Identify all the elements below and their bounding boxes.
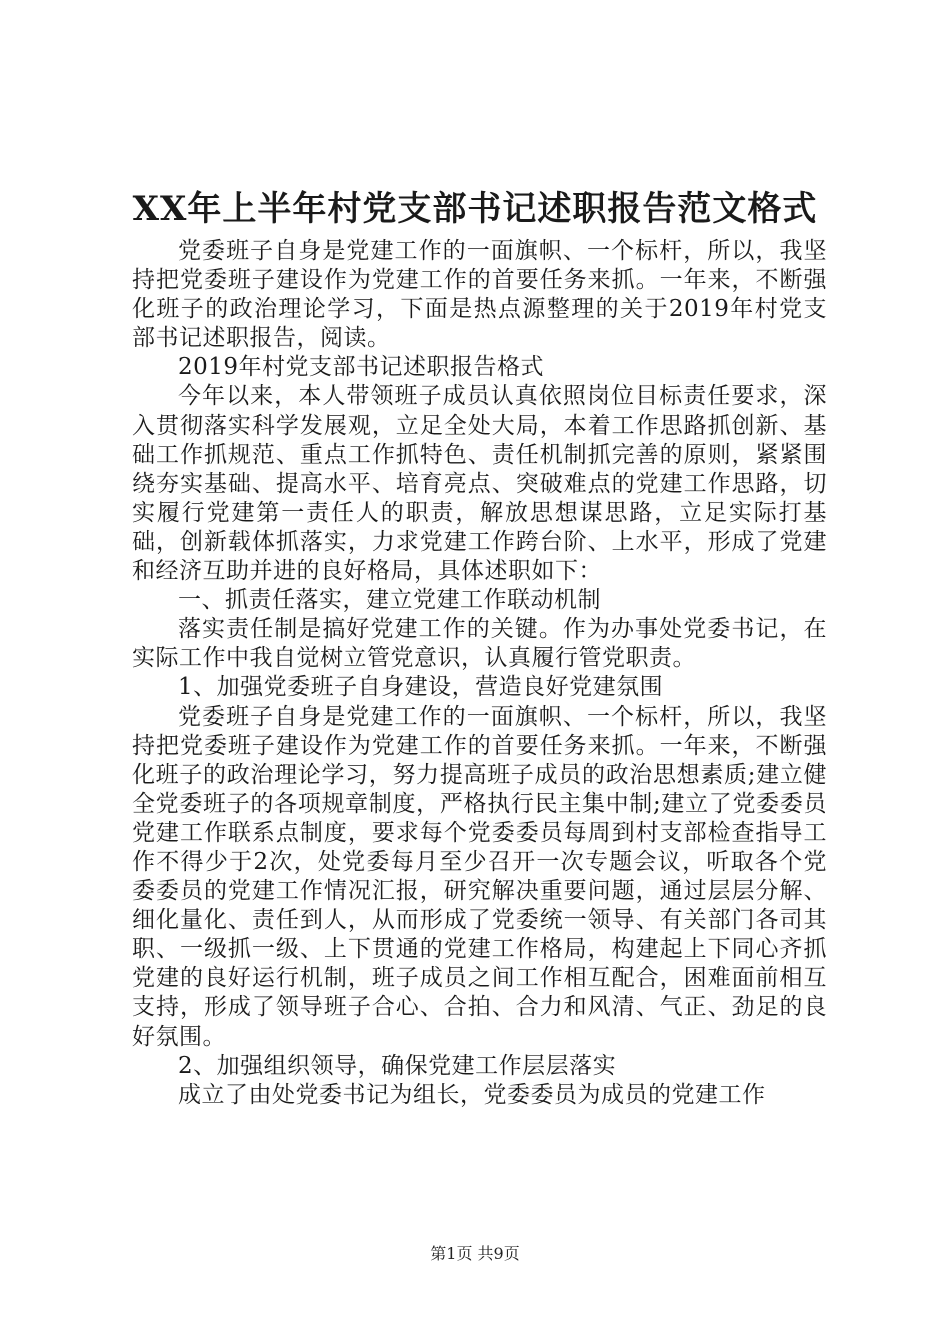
paragraph-responsibility: 落实责任制是搞好党建工作的关键。作为办事处党委书记，在实际工作中我自觉树立管党意识，认真履行管党职责。 [132, 616, 827, 672]
document-title: XX年上半年村党支部书记述职报告范文格式 [132, 189, 818, 229]
paragraph-overview: 今年以来，本人带领班子成员认真依照岗位目标责任要求，深入贯彻落实科学发展观，立足全处大局，本着工作思路抓创新、基础工作抓规范、重点工作抓特色、责任机制抓完善的原则，紧紧围绕夯实基础、提高水平、培育亮点、突破难点的党建工作思路，切实履行党建第一责任人的职责，解放思想谋思路，立足实际打基础，创新载体抓落实，力求党建工作跨台阶、上水平，形成了党建和经济互助并进的良好格局，具体述职如下： [132, 383, 827, 585]
section-heading-1: 一、抓责任落实，建立党建工作联动机制 [178, 587, 601, 614]
page-number-footer: 第1页 共9页 [430, 1244, 520, 1263]
paragraph-organization: 成立了由处党委书记为组长，党委委员为成员的党建工作 [178, 1081, 766, 1108]
paragraph-team-building: 党委班子自身是党建工作的一面旗帜、一个标杆，所以，我坚持把党委班子建设作为党建工作的首要任务来抓。一年来，不断强化班子的政治理论学习，努力提高班子成员的政治思想素质;建立健全党委班子的各项规章制度，严格执行民主集中制;建立了党委委员党建工作联系点制度，要求每个党委委员每周到村支部检查指导工作不得少于2次，处党委每月至少召开一次专题会议，听取各个党委委员的党建工作情况汇报，研究解决重要问题，通过层层分解、细化量化、责任到人，从而形成了党委统一领导、有关部门各司其职、一级抓一级、上下贯通的党建工作格局，构建起上下同心齐抓党建的良好运行机制，班子成员之间工作相互配合，困难面前相互支持，形成了领导班子合心、合拍、合力和风清、气正、劲足的良好氛围。 [132, 703, 827, 1050]
subsection-heading-1: 1、加强党委班子自身建设，营造良好党建氛围 [178, 674, 664, 701]
section-heading-report-format: 2019年村党支部书记述职报告格式 [178, 354, 545, 381]
subsection-heading-2: 2、加强组织领导，确保党建工作层层落实 [178, 1052, 617, 1079]
document-body [132, 237, 827, 1110]
paragraph-intro: 党委班子自身是党建工作的一面旗帜、一个标杆，所以，我坚持把党委班子建设作为党建工作的首要任务来抓。一年来，不断强化班子的政治理论学习，下面是热点源整理的关于2019年村党支部书记述职报告，阅读。 [132, 238, 827, 352]
